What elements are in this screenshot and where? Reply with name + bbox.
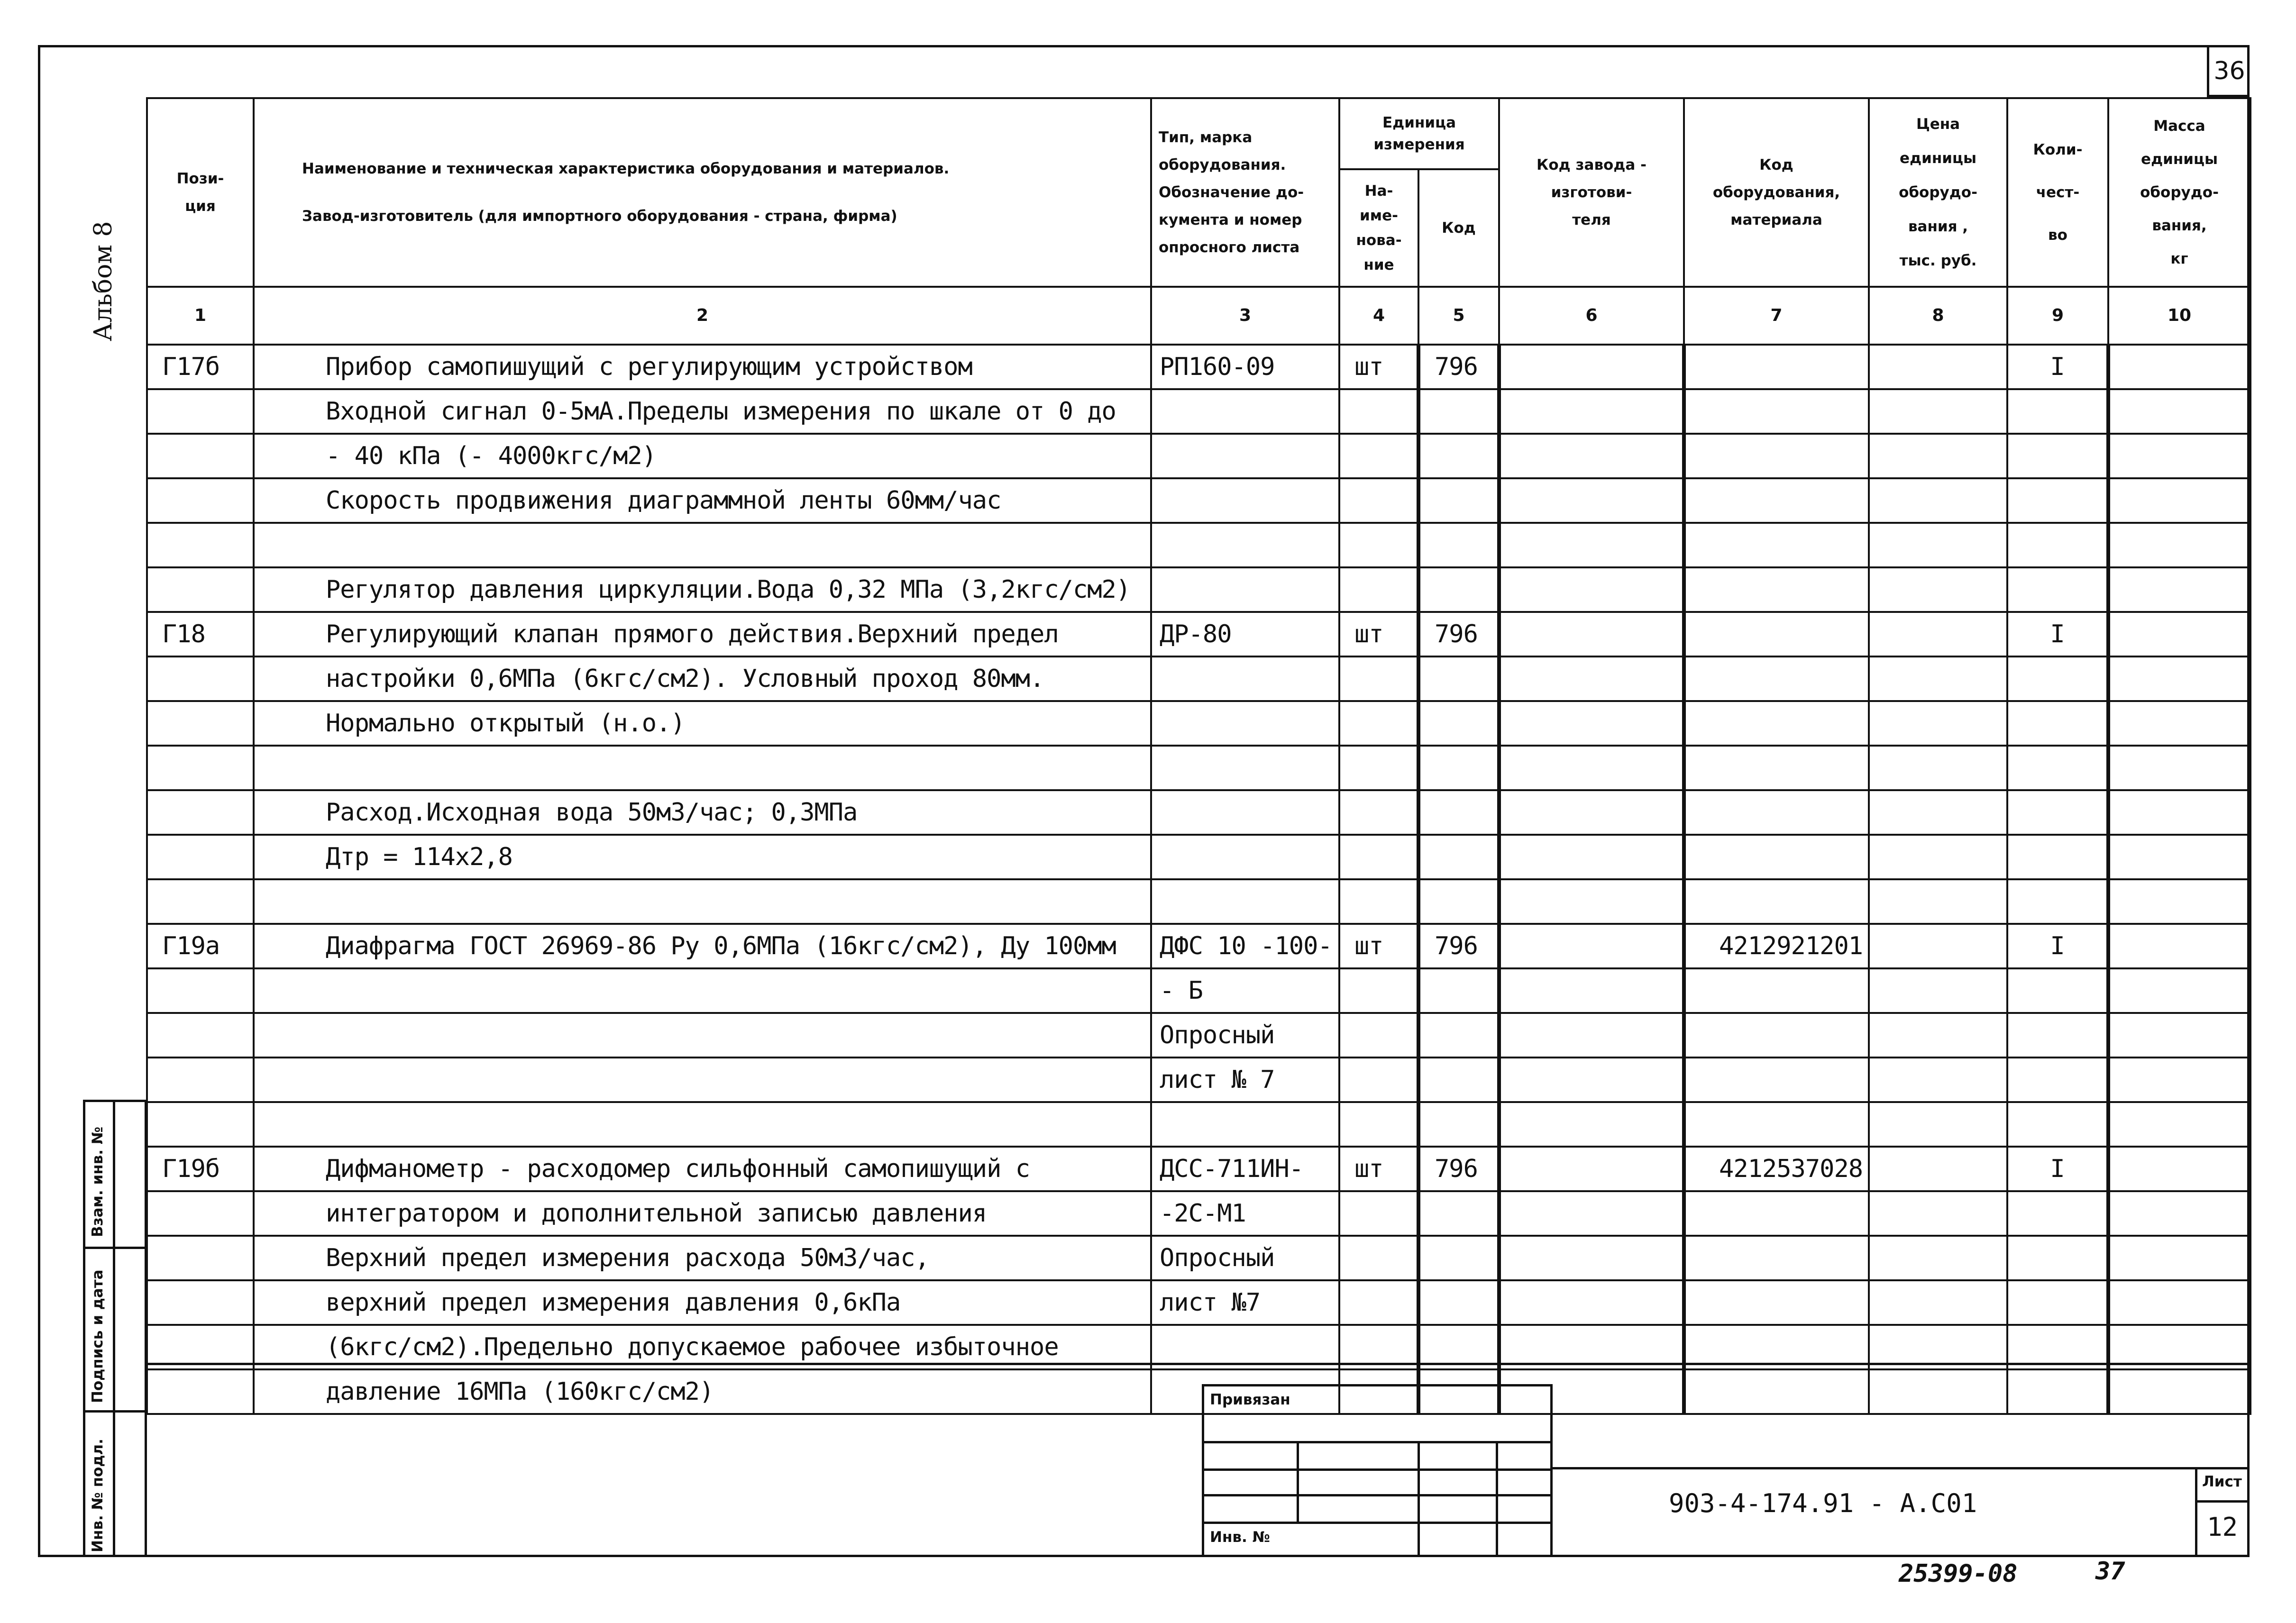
table-row: [147, 567, 2250, 612]
unit-code-cell: 796: [1418, 1147, 1499, 1191]
description-cell: [254, 746, 1151, 790]
description-cell: [254, 968, 1151, 1013]
mass-cell: [2108, 1280, 2250, 1325]
unit-code-cell: 796: [1418, 345, 1499, 389]
mass-cell: [2108, 790, 2250, 835]
type-cell: лист № 7: [1151, 1058, 1339, 1102]
table-row: [147, 656, 2250, 701]
sidebar-label-original-inv: Инв. № подл.: [89, 1439, 106, 1552]
header-unit-code: Код: [1418, 169, 1499, 287]
type-cell: лист №7: [1151, 1280, 1339, 1325]
equipment-code-cell: 4212537028: [1684, 1147, 1869, 1191]
price-cell: [1869, 1369, 2007, 1414]
equipment-code-cell: [1684, 1369, 1869, 1414]
price-cell: [1869, 924, 2007, 968]
unit-name-cell: [1339, 389, 1418, 434]
quantity-cell: [2007, 968, 2108, 1013]
sheet-label: Лист: [2202, 1473, 2242, 1490]
description-cell: Регулятор давления циркуляции.Вода 0,32 МПа (3,2кгс/см2): [254, 567, 1151, 612]
position-cell: [147, 656, 254, 701]
unit-code-cell: [1418, 1013, 1499, 1058]
unit-name-cell: [1339, 835, 1418, 879]
type-cell: [1151, 835, 1339, 879]
description-cell: [254, 879, 1151, 924]
position-cell: [147, 835, 254, 879]
header-quantity: Коли- чест- во: [2007, 98, 2108, 287]
quantity-cell: [2007, 746, 2108, 790]
plant-code-cell: [1499, 1236, 1684, 1280]
price-cell: [1869, 1191, 2007, 1236]
mass-cell: [2108, 924, 2250, 968]
type-cell: Опросный: [1151, 1236, 1339, 1280]
mass-cell: [2108, 1013, 2250, 1058]
description-cell: Скорость продвижения диаграммной ленты 60мм/час: [254, 478, 1151, 523]
description-cell: Дтр = 114х2,8: [254, 835, 1151, 879]
header-equipment-code: Код оборудования, материала: [1684, 98, 1869, 287]
table-row: [147, 1058, 2250, 1102]
table-row: [147, 523, 2250, 567]
quantity-cell: [2007, 389, 2108, 434]
price-cell: [1869, 879, 2007, 924]
mass-cell: [2108, 1191, 2250, 1236]
position-cell: [147, 523, 254, 567]
description-cell: [254, 1013, 1151, 1058]
equipment-code-cell: [1684, 968, 1869, 1013]
equipment-code-cell: [1684, 879, 1869, 924]
position-cell: [147, 968, 254, 1013]
unit-name-cell: [1339, 523, 1418, 567]
quantity-cell: [2007, 523, 2108, 567]
equipment-code-cell: [1684, 1236, 1869, 1280]
column-number-row: [147, 287, 2250, 345]
price-cell: [1869, 612, 2007, 656]
description-cell: [254, 1102, 1151, 1147]
position-cell: [147, 434, 254, 478]
description-cell: Входной сигнал 0-5мА.Пределы измерения по шкале от 0 до: [254, 389, 1151, 434]
unit-code-cell: [1418, 746, 1499, 790]
plant-code-cell: [1499, 1058, 1684, 1102]
plant-code-cell: [1499, 924, 1684, 968]
plant-code-cell: [1499, 567, 1684, 612]
description-cell: [254, 1058, 1151, 1102]
plant-code-cell: [1499, 1102, 1684, 1147]
price-cell: [1869, 701, 2007, 746]
unit-code-cell: [1418, 1191, 1499, 1236]
mass-cell: [2108, 567, 2250, 612]
binding-label: Привязан: [1210, 1391, 1290, 1408]
unit-code-cell: [1418, 389, 1499, 434]
mass-cell: [2108, 523, 2250, 567]
specification-body: [147, 345, 2250, 1414]
table-row: [147, 612, 2250, 656]
column-number: 2: [254, 287, 1151, 345]
price-cell: [1869, 478, 2007, 523]
plant-code-cell: [1499, 656, 1684, 701]
price-cell: [1869, 1280, 2007, 1325]
quantity-cell: [2007, 1236, 2108, 1280]
mass-cell: [2108, 1369, 2250, 1414]
description-cell: Дифманометр - расходомер сильфонный самопишущий с: [254, 1147, 1151, 1191]
plant-code-cell: [1499, 746, 1684, 790]
equipment-code-cell: [1684, 790, 1869, 835]
corner-sheet-number: 36: [2214, 57, 2245, 85]
quantity-cell: [2007, 701, 2108, 746]
quantity-cell: [2007, 1013, 2108, 1058]
price-cell: [1869, 1236, 2007, 1280]
table-row: [147, 1147, 2250, 1191]
price-cell: [1869, 656, 2007, 701]
mass-cell: [2108, 389, 2250, 434]
equipment-code-cell: [1684, 1280, 1869, 1325]
unit-name-cell: шт: [1339, 924, 1418, 968]
unit-code-cell: [1418, 1058, 1499, 1102]
plant-code-cell: [1499, 345, 1684, 389]
equipment-code-cell: [1684, 701, 1869, 746]
plant-code-cell: [1499, 612, 1684, 656]
plant-code-cell: [1499, 1013, 1684, 1058]
table-row: [147, 345, 2250, 389]
type-cell: ДФС 10 -100-: [1151, 924, 1339, 968]
quantity-cell: [2007, 1191, 2108, 1236]
quantity-cell: [2007, 879, 2108, 924]
price-cell: [1869, 434, 2007, 478]
description-cell: Регулирующий клапан прямого действия.Верхний предел: [254, 612, 1151, 656]
quantity-cell: [2007, 478, 2108, 523]
position-cell: Г18: [147, 612, 254, 656]
description-cell: Нормально открытый (н.о.): [254, 701, 1151, 746]
header-unit-name: На- име- нова- ние: [1339, 169, 1418, 287]
unit-code-cell: [1418, 879, 1499, 924]
description-cell: - 40 кПа (- 4000кгс/м2): [254, 434, 1151, 478]
table-row: [147, 968, 2250, 1013]
price-cell: [1869, 523, 2007, 567]
header-name: Наименование и техническая характеристика оборудования и материалов. Завод-изготовитель (для импортного оборудования - страна, фирма): [254, 98, 1151, 287]
quantity-cell: I: [2007, 1147, 2108, 1191]
plant-code-cell: [1499, 1280, 1684, 1325]
quantity-cell: [2007, 1058, 2108, 1102]
unit-name-cell: шт: [1339, 345, 1418, 389]
quantity-cell: I: [2007, 924, 2108, 968]
type-cell: [1151, 746, 1339, 790]
price-cell: [1869, 1102, 2007, 1147]
unit-code-cell: [1418, 790, 1499, 835]
binding-margin-mark: [38, 45, 40, 652]
column-number: 4: [1339, 287, 1418, 345]
description-cell: Прибор самопишущий с регулирующим устройством: [254, 345, 1151, 389]
quantity-cell: [2007, 1102, 2108, 1147]
type-cell: Опросный: [1151, 1013, 1339, 1058]
table-row: [147, 1236, 2250, 1280]
type-cell: [1151, 523, 1339, 567]
column-number: 3: [1151, 287, 1339, 345]
plant-code-cell: [1499, 701, 1684, 746]
mass-cell: [2108, 1147, 2250, 1191]
quantity-cell: [2007, 790, 2108, 835]
mass-cell: [2108, 1102, 2250, 1147]
equipment-code-cell: [1684, 478, 1869, 523]
equipment-code-cell: 4212921201: [1684, 924, 1869, 968]
header-type: Тип, марка оборудования. Обозначение до- кумента и номер опросного листа: [1151, 98, 1339, 287]
unit-code-cell: [1418, 434, 1499, 478]
unit-name-cell: шт: [1339, 1147, 1418, 1191]
page-number-handwritten: 37: [2095, 1557, 2125, 1586]
unit-name-cell: [1339, 434, 1418, 478]
quantity-cell: [2007, 1280, 2108, 1325]
unit-name-cell: [1339, 656, 1418, 701]
unit-name-cell: [1339, 879, 1418, 924]
type-cell: [1151, 389, 1339, 434]
position-cell: [147, 1369, 254, 1414]
quantity-cell: [2007, 434, 2108, 478]
type-cell: [1151, 567, 1339, 612]
sidebar-label-replace-inv: Взам. инв. №: [89, 1126, 106, 1237]
unit-code-cell: 796: [1418, 612, 1499, 656]
unit-code-cell: [1418, 656, 1499, 701]
unit-code-cell: [1418, 1102, 1499, 1147]
position-cell: [147, 1280, 254, 1325]
type-cell: [1151, 656, 1339, 701]
type-cell: [1151, 434, 1339, 478]
description-cell: интегратором и дополнительной записью давления: [254, 1191, 1151, 1236]
table-row: [147, 389, 2250, 434]
column-number: 1: [147, 287, 254, 345]
price-cell: [1869, 345, 2007, 389]
mass-cell: [2108, 879, 2250, 924]
column-number: 7: [1684, 287, 1869, 345]
position-cell: [147, 1191, 254, 1236]
position-cell: [147, 1058, 254, 1102]
position-cell: [147, 790, 254, 835]
type-cell: - Б: [1151, 968, 1339, 1013]
unit-name-cell: [1339, 968, 1418, 1013]
unit-name-cell: [1339, 1013, 1418, 1058]
column-number: 6: [1499, 287, 1684, 345]
price-cell: [1869, 968, 2007, 1013]
type-cell: РП160-09: [1151, 345, 1339, 389]
type-cell: [1151, 1102, 1339, 1147]
position-cell: [147, 478, 254, 523]
position-cell: Г19б: [147, 1147, 254, 1191]
position-cell: [147, 567, 254, 612]
position-cell: [147, 1013, 254, 1058]
mass-cell: [2108, 746, 2250, 790]
price-cell: [1869, 1147, 2007, 1191]
plant-code-cell: [1499, 879, 1684, 924]
price-cell: [1869, 1058, 2007, 1102]
mass-cell: [2108, 835, 2250, 879]
unit-name-cell: [1339, 701, 1418, 746]
column-number: 9: [2007, 287, 2108, 345]
inventory-label: Инв. №: [1210, 1529, 1270, 1546]
header-price: Цена единицы оборудо- вания , тыс. руб.: [1869, 98, 2007, 287]
unit-name-cell: [1339, 1058, 1418, 1102]
table-row: [147, 478, 2250, 523]
equipment-code-cell: [1684, 434, 1869, 478]
equipment-code-cell: [1684, 835, 1869, 879]
unit-name-cell: [1339, 790, 1418, 835]
table-row: [147, 746, 2250, 790]
position-cell: Г19а: [147, 924, 254, 968]
sheet-number: 12: [2207, 1512, 2238, 1542]
header-mass: Масса единицы оборудо- вания, кг: [2108, 98, 2250, 287]
plant-code-cell: [1499, 478, 1684, 523]
quantity-cell: I: [2007, 345, 2108, 389]
description-cell: давление 16МПа (160кгс/см2): [254, 1369, 1151, 1414]
unit-name-cell: [1339, 1236, 1418, 1280]
position-cell: [147, 879, 254, 924]
mass-cell: [2108, 345, 2250, 389]
corner-sheet-number-box: [2207, 45, 2250, 97]
header-plant-code: Код завода - изготови- теля: [1499, 98, 1684, 287]
mass-cell: [2108, 434, 2250, 478]
position-cell: Г17б: [147, 345, 254, 389]
mass-cell: [2108, 968, 2250, 1013]
plant-code-cell: [1499, 790, 1684, 835]
table-row: [147, 879, 2250, 924]
unit-code-cell: [1418, 567, 1499, 612]
table-row: [147, 1369, 2250, 1414]
equipment-code-cell: [1684, 1058, 1869, 1102]
type-cell: [1151, 879, 1339, 924]
table-row: [147, 701, 2250, 746]
equipment-code-cell: [1684, 389, 1869, 434]
sidebar-label-signature-date: Подпись и дата: [89, 1269, 106, 1403]
mass-cell: [2108, 478, 2250, 523]
position-cell: [147, 701, 254, 746]
header-unit: Единица измерения: [1339, 98, 1499, 169]
table-row: [147, 790, 2250, 835]
archive-number: 25399-08: [1899, 1559, 2018, 1588]
quantity-cell: I: [2007, 612, 2108, 656]
position-cell: [147, 746, 254, 790]
mass-cell: [2108, 701, 2250, 746]
column-number: 10: [2108, 287, 2250, 345]
album-label: Альбом 8: [89, 221, 118, 341]
quantity-cell: [2007, 835, 2108, 879]
unit-name-cell: [1339, 1102, 1418, 1147]
mass-cell: [2108, 612, 2250, 656]
unit-code-cell: [1418, 835, 1499, 879]
position-cell: [147, 1236, 254, 1280]
type-cell: ДСС-711ИН-: [1151, 1147, 1339, 1191]
table-row: [147, 835, 2250, 879]
unit-name-cell: [1339, 746, 1418, 790]
specification-table: [146, 97, 2251, 1415]
equipment-code-cell: [1684, 612, 1869, 656]
equipment-code-cell: [1684, 656, 1869, 701]
price-cell: [1869, 835, 2007, 879]
quantity-cell: [2007, 567, 2108, 612]
equipment-code-cell: [1684, 1191, 1869, 1236]
unit-name-cell: [1339, 567, 1418, 612]
unit-code-cell: 796: [1418, 924, 1499, 968]
document-designation: 903-4-174.91 - А.С01: [1669, 1488, 1977, 1518]
position-cell: [147, 1102, 254, 1147]
type-cell: [1151, 478, 1339, 523]
quantity-cell: [2007, 1369, 2108, 1414]
plant-code-cell: [1499, 835, 1684, 879]
plant-code-cell: [1499, 434, 1684, 478]
mass-cell: [2108, 1236, 2250, 1280]
price-cell: [1869, 389, 2007, 434]
description-cell: верхний предел измерения давления 0,6кПа: [254, 1280, 1151, 1325]
unit-name-cell: шт: [1339, 612, 1418, 656]
unit-code-cell: [1418, 701, 1499, 746]
description-cell: (6кгс/см2).Предельно допускаемое рабочее избыточное: [254, 1325, 1151, 1369]
type-cell: ДР-80: [1151, 612, 1339, 656]
table-row: [147, 1191, 2250, 1236]
quantity-cell: [2007, 656, 2108, 701]
equipment-code-cell: [1684, 1013, 1869, 1058]
type-cell: -2С-М1: [1151, 1191, 1339, 1236]
price-cell: [1869, 746, 2007, 790]
table-row: [147, 1280, 2250, 1325]
mass-cell: [2108, 656, 2250, 701]
column-number: 5: [1418, 287, 1499, 345]
price-cell: [1869, 1013, 2007, 1058]
unit-code-cell: [1418, 478, 1499, 523]
type-cell: [1151, 701, 1339, 746]
table-row: [147, 1013, 2250, 1058]
unit-code-cell: [1418, 968, 1499, 1013]
plant-code-cell: [1499, 523, 1684, 567]
equipment-code-cell: [1684, 1102, 1869, 1147]
header-position: Пози- ция: [147, 98, 254, 287]
column-number: 8: [1869, 287, 2007, 345]
description-cell: настройки 0,6МПа (6кгс/см2). Условный проход 80мм.: [254, 656, 1151, 701]
unit-code-cell: [1418, 523, 1499, 567]
description-cell: Диафрагма ГОСТ 26969-86 Ру 0,6МПа (16кгс/см2), Ду 100мм: [254, 924, 1151, 968]
price-cell: [1869, 567, 2007, 612]
price-cell: [1869, 790, 2007, 835]
table-row: [147, 434, 2250, 478]
table-row: [147, 1102, 2250, 1147]
type-cell: [1151, 790, 1339, 835]
unit-name-cell: [1339, 1280, 1418, 1325]
equipment-code-cell: [1684, 746, 1869, 790]
unit-name-cell: [1339, 478, 1418, 523]
plant-code-cell: [1499, 389, 1684, 434]
description-cell: Расход.Исходная вода 50м3/час; 0,3МПа: [254, 790, 1151, 835]
description-cell: [254, 523, 1151, 567]
equipment-code-cell: [1684, 567, 1869, 612]
position-cell: [147, 389, 254, 434]
unit-code-cell: [1418, 1236, 1499, 1280]
equipment-code-cell: [1684, 345, 1869, 389]
unit-code-cell: [1418, 1280, 1499, 1325]
mass-cell: [2108, 1058, 2250, 1102]
plant-code-cell: [1499, 1191, 1684, 1236]
plant-code-cell: [1499, 968, 1684, 1013]
equipment-code-cell: [1684, 523, 1869, 567]
plant-code-cell: [1499, 1147, 1684, 1191]
description-cell: Верхний предел измерения расхода 50м3/час,: [254, 1236, 1151, 1280]
unit-name-cell: [1339, 1191, 1418, 1236]
table-row: [147, 924, 2250, 968]
